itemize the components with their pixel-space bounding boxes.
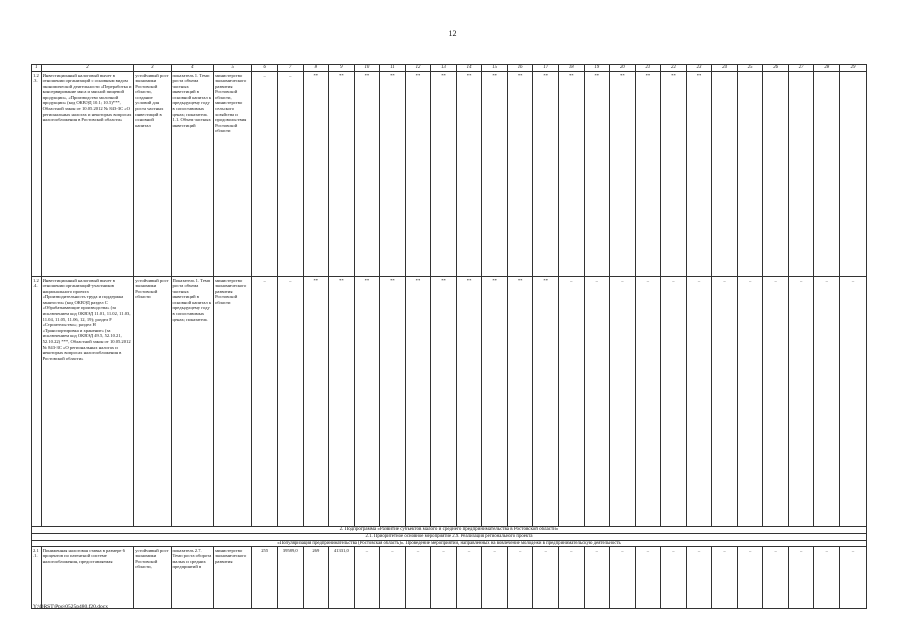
value-cell: ** — [431, 277, 457, 527]
column-number: 25 — [737, 65, 763, 72]
page-number: 12 — [448, 29, 457, 38]
value-cell — [788, 72, 814, 277]
column-number: 7 — [277, 65, 303, 72]
value-cell: – — [456, 547, 482, 609]
column-number: 1 — [32, 65, 42, 72]
value-cell: – — [814, 277, 840, 527]
value-cell — [763, 72, 789, 277]
value-cell: ** — [329, 72, 355, 277]
value-cell: – — [252, 72, 278, 277]
value-cell: ** — [558, 72, 584, 277]
value-cell: – — [380, 547, 406, 609]
value-cell: – — [635, 547, 661, 609]
value-cell: ** — [456, 277, 482, 527]
column-number: 11 — [380, 65, 406, 72]
value-cell: ** — [584, 72, 610, 277]
value-cell: – — [737, 547, 763, 609]
value-cell: – — [788, 547, 814, 609]
value-cell: ** — [405, 72, 431, 277]
value-cell: – — [431, 547, 457, 609]
value-cell: – — [558, 547, 584, 609]
value-cell: ** — [482, 72, 508, 277]
column-number: 27 — [788, 65, 814, 72]
indicator-cell: показатель 2.7. Темп роста оборота малых и средних предприятий в — [171, 547, 214, 609]
curator-cell: министерство экономического развития Ростовской области — [214, 277, 252, 527]
value-cell: ** — [431, 72, 457, 277]
value-cell: – — [661, 547, 687, 609]
column-number: 13 — [431, 65, 457, 72]
header-row — [32, 65, 867, 72]
value-cell — [737, 72, 763, 277]
column-number: 24 — [712, 65, 738, 72]
value-cell — [814, 72, 840, 277]
value-cell: ** — [686, 72, 712, 277]
value-cell: ** — [533, 72, 559, 277]
value-cell: ** — [456, 72, 482, 277]
value-cell: 255 — [252, 547, 278, 609]
file-path-footer: Y:\ORST\Ppo\0525p480.f20.docx — [33, 604, 108, 610]
column-number: 14 — [456, 65, 482, 72]
value-cell: – — [252, 277, 278, 527]
value-cell: ** — [329, 277, 355, 527]
value-cell: – — [507, 547, 533, 609]
column-number: 28 — [814, 65, 840, 72]
value-cell: – — [686, 277, 712, 527]
column-number: 8 — [303, 65, 329, 72]
value-cell: ** — [533, 277, 559, 527]
value-cell: – — [610, 547, 636, 609]
value-cell: ** — [405, 277, 431, 527]
value-cell: ** — [635, 72, 661, 277]
indicator-cell: Показатель 1. Темп роста объема частных инвестиций в основной капитал к предыдущему году в сопоставимых ценах; показатель — [171, 277, 214, 527]
column-number: 3 — [134, 65, 171, 72]
section-row — [32, 527, 867, 534]
value-cell: ** — [507, 277, 533, 527]
value-cell: – — [840, 277, 867, 527]
column-number: 17 — [533, 65, 559, 72]
value-cell: – — [482, 547, 508, 609]
goal-cell: устойчивый рост экономики Ростовской области, — [134, 547, 171, 609]
column-number: 22 — [661, 65, 687, 72]
subsection-row — [32, 534, 867, 541]
value-cell: – — [635, 277, 661, 527]
value-cell: – — [661, 277, 687, 527]
value-cell: – — [712, 547, 738, 609]
column-number: 23 — [686, 65, 712, 72]
value-cell: – — [405, 547, 431, 609]
value-cell: ** — [303, 72, 329, 277]
column-number: 18 — [558, 65, 584, 72]
value-cell: ** — [610, 72, 636, 277]
column-number: 21 — [635, 65, 661, 72]
value-cell: 41331,0 — [329, 547, 355, 609]
column-number: 5 — [214, 65, 252, 72]
tax-expenditure-table — [31, 64, 867, 609]
value-cell: 39589,0 — [277, 547, 303, 609]
curator-cell: министерство экономического развития — [214, 547, 252, 609]
value-cell: – — [277, 72, 303, 277]
value-cell: – — [558, 277, 584, 527]
value-cell: 269 — [303, 547, 329, 609]
value-cell: – — [814, 547, 840, 609]
value-cell: – — [533, 547, 559, 609]
goal-cell: устойчивый рост экономики Ростовской области — [134, 277, 171, 527]
table-row — [32, 547, 867, 609]
column-number: 6 — [252, 65, 278, 72]
subsection-description: «Популяризация предпринимательства (Ростовская область)». Проведение мероприятий, направленных на вовлечение молодежи в предпринимательскую деятельность — [32, 540, 867, 547]
column-number: 29 — [840, 65, 867, 72]
goal-cell: устойчивый рост экономики Ростовской области, создание условий для роста частных инвестиций в основной капитал — [134, 72, 171, 277]
value-cell: – — [354, 547, 380, 609]
value-cell: – — [584, 277, 610, 527]
column-number: 10 — [354, 65, 380, 72]
row-number: 2.1.1. — [32, 547, 42, 609]
value-cell: ** — [482, 277, 508, 527]
column-number: 15 — [482, 65, 508, 72]
value-cell: ** — [380, 277, 406, 527]
column-number: 4 — [171, 65, 214, 72]
expenditure-name: Инвестиционный налоговый вычет в отношении организаций с основным видом экономической деятельности «Переработка и консервирование мяса и мясной пищевой продукции», «Производство молочной продукции» (код ОКВЭД 10.1; 10.5)***, Областной закон от 10.05.2012 № 843-ЗС «О региональных налогах и некоторых вопросах налогообложения в Ростовской области» — [41, 72, 134, 277]
row-number: 1.2.3. — [32, 72, 42, 277]
value-cell: – — [788, 277, 814, 527]
value-cell: ** — [354, 277, 380, 527]
value-cell — [712, 72, 738, 277]
subsection-desc-row — [32, 540, 867, 547]
column-number: 12 — [405, 65, 431, 72]
column-number: 20 — [610, 65, 636, 72]
table-row — [32, 277, 867, 527]
value-cell: – — [610, 277, 636, 527]
column-number: 16 — [507, 65, 533, 72]
expenditure-name: Инвестиционный налоговый вычет в отношении организаций-участников национального проекта «Производительность труда и поддержка занятости» (код ОКВЭД раздел С «Обрабатывающие производства» (за исключением код ОКВЭД 11.01, 11.02, 11.03, 11.04, 11.05, 11.06, 12, 19); раздел F «Строительство»; раздел H «Транспортировка и хранение» (за исключением код ОКВЭД 49.5, 52.10.21, 52.10.22) ***, Областной закон от 10.05.2012 № 843-ЗС «О региональных налогах и некоторых вопросах налогообложения в Ростовской области» — [41, 277, 134, 527]
value-cell: – — [277, 277, 303, 527]
value-cell: ** — [507, 72, 533, 277]
curator-cell: министерство экономического развития Ростовской области, министерство сельского хозяйства и продовольствия Ростовской области — [214, 72, 252, 277]
value-cell: ** — [380, 72, 406, 277]
column-number: 26 — [763, 65, 789, 72]
value-cell: – — [686, 547, 712, 609]
column-number: 19 — [584, 65, 610, 72]
value-cell: ** — [354, 72, 380, 277]
table-row — [32, 72, 867, 277]
value-cell: – — [763, 277, 789, 527]
value-cell: – — [712, 277, 738, 527]
column-number: 2 — [41, 65, 134, 72]
value-cell: – — [763, 547, 789, 609]
row-number: 1.2.4. — [32, 277, 42, 527]
section-title: 2. Подпрограмма «Развитие субъектов малого и среднего предпринимательства в Ростовской области» — [32, 527, 867, 534]
column-number: 9 — [329, 65, 355, 72]
value-cell: – — [584, 547, 610, 609]
subsection-title: 2.1. Приоритетное основное мероприятие 2.9. Реализация регионального проекта — [32, 534, 867, 541]
indicator-cell: показатель 1. Темп роста объема частных инвестиций в основной капитал к предыдущему году в сопоставимых ценах; показатель 1.1. Объем частных инвестиций — [171, 72, 214, 277]
value-cell: – — [737, 277, 763, 527]
value-cell: ** — [303, 277, 329, 527]
value-cell — [840, 72, 867, 277]
value-cell: ** — [661, 72, 687, 277]
expenditure-name: Пониженная налоговая ставка в размере 6 процентов по патентной системе налогообложения, предоставляемая — [41, 547, 134, 609]
value-cell: – — [840, 547, 867, 609]
